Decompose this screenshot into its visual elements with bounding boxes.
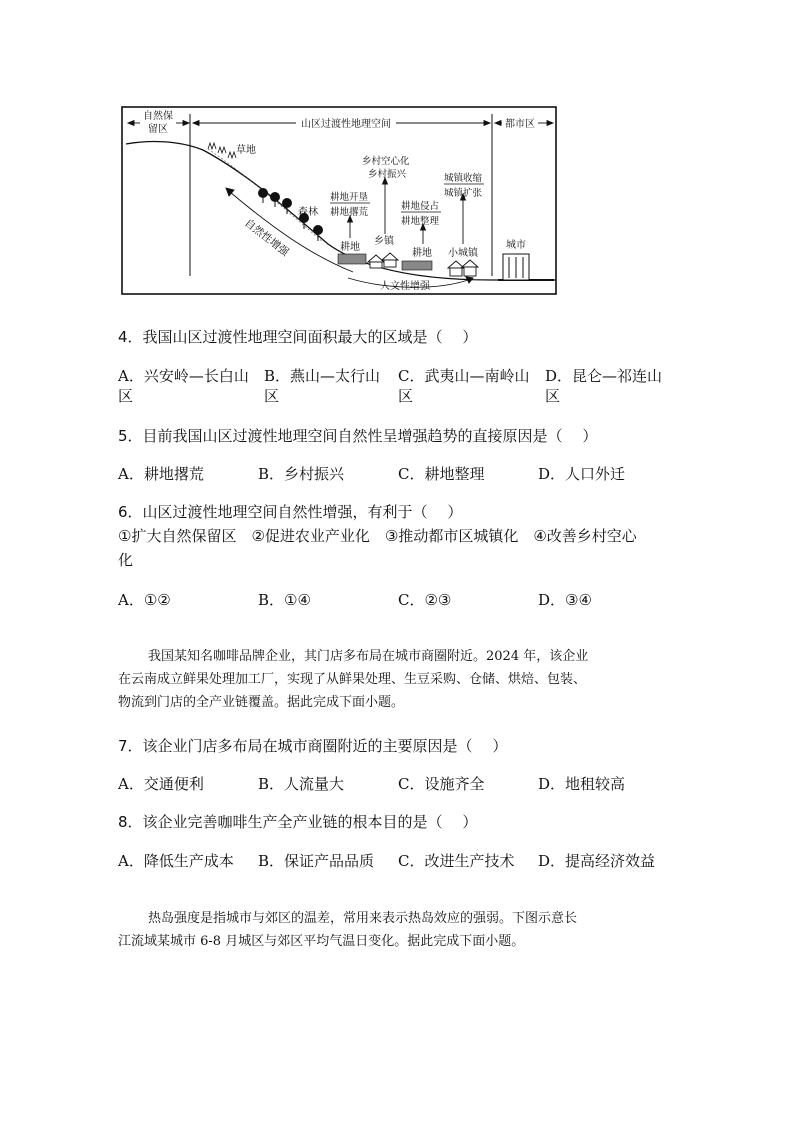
option-label: D． — [538, 591, 566, 609]
label-transition-space: 山区过渡性地理空间 — [301, 119, 391, 130]
option-label: A． — [118, 775, 144, 793]
option-text: ①④ — [284, 591, 311, 609]
option-text: 提高经济效益 — [565, 852, 656, 870]
question-8-option-a[interactable] — [118, 851, 234, 871]
question-4-option-a[interactable] — [118, 366, 258, 406]
question-5-stem: 5．目前我国山区过渡性地理空间自然性呈增强趋势的直接原因是（ ） — [118, 427, 598, 445]
option-label: A． — [118, 367, 144, 385]
farmland-2-patch — [402, 261, 432, 270]
option-label: A． — [118, 852, 144, 870]
option-label: C． — [398, 852, 425, 870]
question-6-option-c[interactable] — [398, 590, 451, 610]
option-label: A． — [118, 591, 144, 609]
option-label: A． — [118, 465, 144, 483]
option-label: C． — [398, 775, 425, 793]
option-label: B． — [264, 367, 291, 385]
coffee-passage-line-2: 在云南成立鲜果处理加工厂，实现了从鲜果处理、生豆采购、仓储、烘焙、包装、 — [118, 672, 587, 687]
question-8-option-d[interactable] — [538, 851, 655, 871]
option-label: D． — [538, 775, 566, 793]
label-forest: 森林 — [298, 207, 318, 218]
option-label: D． — [538, 465, 566, 483]
question-4-option-c[interactable] — [398, 366, 542, 406]
heat-passage-line-1: 热岛强度是指城市与郊区的温差，常用来表示热岛效应的强弱。下图示意长 — [148, 911, 578, 926]
question-5-option-b[interactable] — [258, 464, 344, 484]
option-label: C． — [398, 591, 425, 609]
label-city: 城市 — [506, 240, 526, 251]
question-4-option-b[interactable] — [264, 366, 392, 406]
option-label: C． — [398, 367, 425, 385]
label-urban-area: 都市区 — [505, 119, 535, 130]
question-7-stem: 7．该企业门店多布局在城市商圈附近的主要原因是（ ） — [118, 737, 508, 755]
question-5-option-c[interactable] — [398, 464, 485, 484]
coffee-passage-line-3: 物流到门店的全产业链覆盖。据此完成下面小题。 — [118, 695, 405, 710]
question-5-option-d[interactable] — [538, 464, 625, 484]
option-label: B． — [258, 465, 285, 483]
option-text: 兴安岭—长白山区 — [118, 367, 249, 405]
option-text: ①② — [143, 591, 171, 609]
option-text: 乡村振兴 — [284, 465, 345, 483]
label-nature-reserve-1: 自然保 — [143, 111, 173, 122]
label-natural-increase: 自然性增强 — [242, 216, 291, 259]
option-label: B． — [258, 775, 285, 793]
label-farmland-1: 耕地 — [340, 242, 360, 253]
option-text: 设施齐全 — [424, 775, 485, 793]
option-label: D． — [545, 367, 573, 385]
city-building — [503, 254, 529, 280]
question-6-option-a[interactable] — [118, 590, 171, 610]
label-nature-reserve-2: 留区 — [148, 124, 168, 135]
option-text: 耕地整理 — [424, 465, 485, 483]
question-8-option-c[interactable] — [398, 851, 515, 871]
coffee-passage-line-1: 我国某知名咖啡品牌企业，其门店多布局在城市商圈附近。2024 年，该企业 — [148, 649, 589, 664]
question-6-statements: ①扩大自然保留区 ②促进农业产业化 ③推动都市区城镇化 ④改善乡村空心 — [118, 527, 637, 545]
label-hollow: 乡村空心化 — [362, 156, 410, 167]
label-revitalize: 乡村振兴 — [368, 169, 407, 180]
label-consolidate: 耕地整理 — [401, 216, 440, 227]
question-4-option-d[interactable] — [545, 366, 673, 406]
transition-space-diagram — [118, 104, 560, 298]
question-7-option-c[interactable] — [398, 774, 485, 794]
option-text: 燕山—太行山区 — [264, 367, 381, 405]
option-label: B． — [258, 591, 285, 609]
question-6-option-b[interactable] — [258, 590, 311, 610]
label-human-increase: 人文性增强 — [380, 281, 430, 292]
option-label: B． — [258, 852, 285, 870]
question-7-option-a[interactable] — [118, 774, 204, 794]
label-farmland-2: 耕地 — [412, 248, 432, 259]
option-text: 人流量大 — [284, 775, 345, 793]
question-6-option-d[interactable] — [538, 590, 592, 610]
option-label: D． — [538, 852, 566, 870]
question-8-option-b[interactable] — [258, 851, 374, 871]
question-6-statements-cont: 化 — [118, 551, 134, 569]
option-text: ②③ — [424, 591, 452, 609]
question-4-stem: 4．我国山区过渡性地理空间面积最大的区域是（ ） — [118, 328, 478, 346]
option-label: C． — [398, 465, 425, 483]
label-encroach: 耕地侵占 — [401, 201, 440, 212]
option-text: 降低生产成本 — [143, 852, 234, 870]
question-7-option-b[interactable] — [258, 774, 344, 794]
option-text: 保证产品品质 — [284, 852, 375, 870]
farmland-1-patch — [338, 254, 366, 264]
option-text: 改进生产技术 — [424, 852, 515, 870]
question-6-stem: 6．山区过渡性地理空间自然性增强，有利于（ ） — [118, 503, 463, 521]
label-abandon: 耕地撂荒 — [330, 207, 369, 218]
question-8-stem: 8．该企业完善咖啡生产全产业链的根本目的是（ ） — [118, 813, 478, 831]
option-text: 耕地撂荒 — [143, 465, 204, 483]
option-text: 昆仑—祁连山区 — [545, 367, 663, 405]
heat-passage-line-2: 江流域某城市 6-8 月城区与郊区平均气温日变化。据此完成下面小题。 — [118, 934, 525, 949]
option-text: 交通便利 — [143, 775, 204, 793]
question-7-option-d[interactable] — [538, 774, 625, 794]
label-small-town: 小城镇 — [448, 248, 478, 259]
label-shrink: 城镇收缩 — [444, 173, 483, 184]
option-text: 地租较高 — [565, 775, 626, 793]
label-expand: 城镇扩张 — [444, 188, 483, 199]
label-reclaim: 耕地开垦 — [330, 192, 369, 203]
label-township: 乡镇 — [374, 236, 394, 247]
question-5-option-a[interactable] — [118, 464, 204, 484]
label-grassland: 草地 — [236, 145, 256, 156]
option-text: 武夷山—南岭山区 — [398, 367, 530, 405]
option-text: 人口外迁 — [565, 465, 626, 483]
option-text: ③④ — [565, 591, 592, 609]
